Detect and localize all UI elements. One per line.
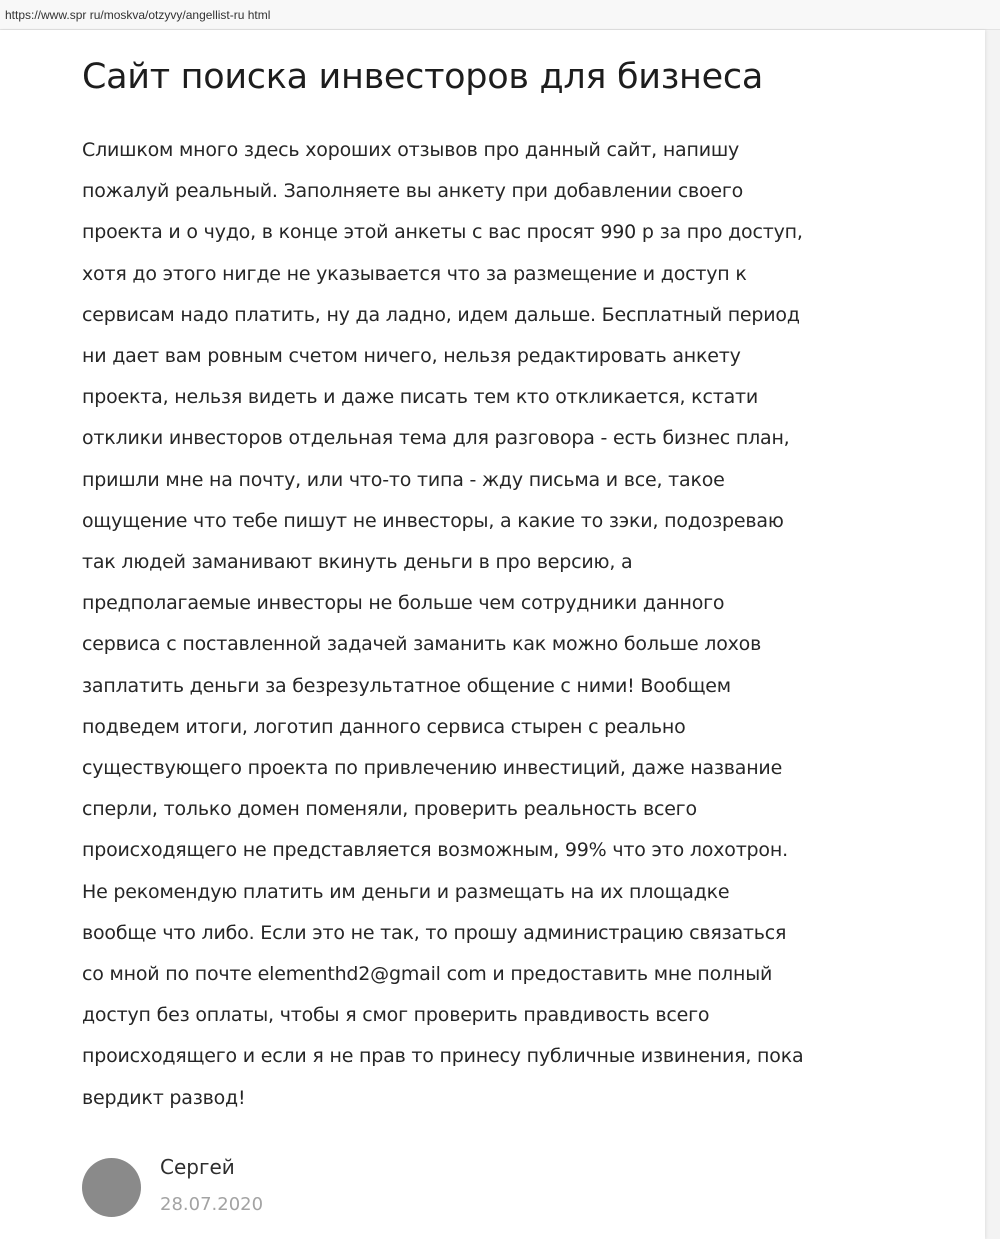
review-body-line: Слишком много здесь хороших отзывов про данный сайт, напишу	[82, 139, 740, 161]
review-card	[0, 30, 985, 1239]
review-body-line: со мной по почте elementhd2@gmail com и предоставить мне полный	[82, 963, 773, 986]
review-body-line: ни дает вам ровным счетом ничего, нельзя редактировать анкету	[82, 345, 741, 368]
review-body-line: сервисам надо платить, ну да ладно, идем дальше. Бесплатный период	[82, 303, 800, 326]
review-body	[82, 130, 962, 1119]
review-body-line: подведем итоги, логотип данного сервиса стырен с реально	[82, 715, 686, 738]
review-body-line: проекта и о чудо, в конце этой анкеты с вас просят 990 р за про доступ,	[82, 221, 803, 244]
review-body-line: происходящего не представляется возможным, 99% что это лохотрон.	[82, 839, 788, 862]
review-body-line: проекта, нельзя видеть и даже писать тем кто откликается, кстати	[82, 386, 759, 409]
review-body-line: сперли, только домен поменяли, проверить реальность всего	[82, 798, 697, 821]
review-body-line: сервиса с поставленной задачей заманить как можно больше лохов	[82, 633, 762, 656]
address-bar[interactable]	[0, 0, 1000, 30]
review-date: 28.07.2020	[160, 1194, 264, 1215]
review-body-line: вообще что либо. Если это не так, то прошу администрацию связаться	[82, 921, 787, 944]
review-body-line: пришли мне на почту, или что-то типа - жду письма и все, такое	[82, 468, 725, 491]
review-body-line: происходящего и если я не прав то принесу публичные извинения, пока	[82, 1045, 804, 1068]
review-body-line: Не рекомендую платить им деньги и размещать на их площадке	[82, 880, 730, 903]
author-name[interactable]: Сергей	[160, 1155, 235, 1179]
review-body-line: так людей заманивают вкинуть деньги в про версию, а	[82, 551, 633, 574]
review-body-line: пожалуй реальный. Заполняете вы анкету при добавлении своего	[82, 180, 744, 203]
review-body-line: ощущение что тебе пишут не инвесторы, а какие то зэки, подозреваю	[82, 509, 784, 532]
review-body-line: существующего проекта по привлечению инвестиций, даже название	[82, 757, 783, 780]
review-body-line: доступ без оплаты, чтобы я смог проверить правдивость всего	[82, 1004, 710, 1027]
review-body-line: предполагаемые инвесторы не больше чем сотрудники данного	[82, 592, 725, 615]
url-text[interactable]: https://www.spr ru/moskva/otzyvy/angellist-ru html	[5, 8, 271, 22]
review-body-line: отклики инвесторов отдельная тема для разговора - есть бизнес план,	[82, 427, 790, 450]
review-body-line: хотя до этого нигде не указывается что за размещение и доступ к	[82, 262, 747, 285]
review-title: Сайт поиска инвесторов для бизнеса	[82, 57, 763, 97]
author-avatar[interactable]	[82, 1158, 141, 1217]
review-body-line: заплатить деньги за безрезультатное общение с ними! Вообщем	[82, 674, 731, 697]
review-body-line: вердикт развод!	[82, 1086, 246, 1109]
